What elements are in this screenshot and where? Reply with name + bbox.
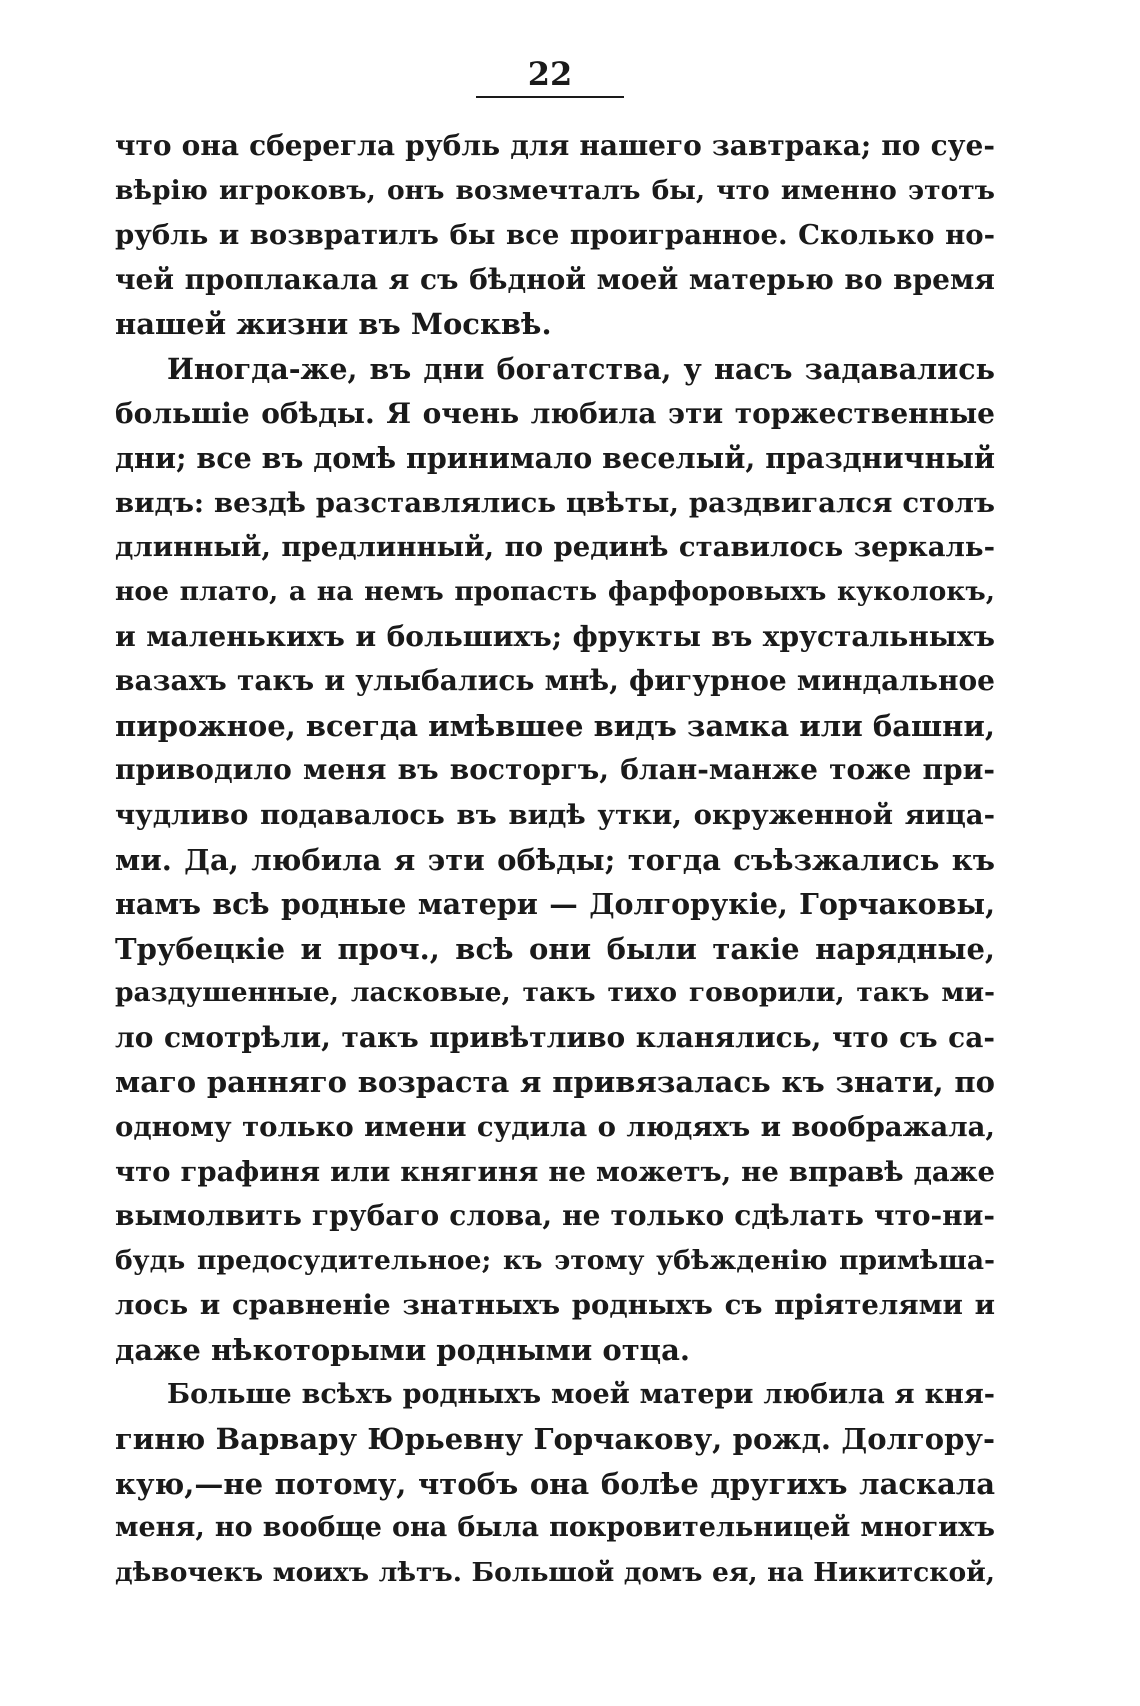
text-line: даже нѣкоторыми родными отца. bbox=[115, 1333, 690, 1368]
text-line: большіе обѣды. Я очень любила эти торжественные bbox=[115, 396, 995, 430]
text-line: Иногда-же, въ дни богатства, у насъ задавались bbox=[167, 351, 995, 386]
text-line: гиню Варвару Юрьевну Горчакову, рожд. Долгору- bbox=[115, 1422, 995, 1457]
text-line: ми. Да, любила я эти обѣды; тогда съѣзжались къ bbox=[115, 842, 995, 877]
text-line: ное плато, а на немъ пропасть фарфоровыхъ куколокъ, bbox=[115, 575, 995, 607]
header-rule bbox=[476, 96, 624, 98]
text-line: рубль и возвратилъ бы все проигранное. Сколько но- bbox=[115, 219, 995, 252]
text-line: чудливо подавалось въ видѣ утки, окруженной яица- bbox=[115, 798, 995, 831]
paragraph bbox=[115, 347, 995, 1373]
text-line: вымолвить грубаго слова, не только сдѣлать что-ни- bbox=[115, 1199, 995, 1233]
text-line: ло смотрѣли, такъ привѣтливо кланялись, что съ са- bbox=[115, 1020, 995, 1054]
text-line: кую,—не потому, чтобъ она болѣе другихъ ласкала bbox=[115, 1466, 995, 1501]
text-line: Больше всѣхъ родныхъ моей матери любила я кня- bbox=[167, 1378, 995, 1410]
text-line: что графиня или княгиня не можетъ, не вправѣ даже bbox=[115, 1155, 995, 1188]
text-line: приводило меня въ восторгъ, блан-манже тоже при- bbox=[115, 753, 995, 787]
text-line: пирожное, всегда имѣвшее видъ замка или башни, bbox=[115, 708, 995, 743]
paragraph bbox=[115, 1373, 995, 1596]
text-line: Трубецкіе и проч., всѣ они были такіе нарядные, bbox=[115, 931, 995, 966]
text-line: одному только имени судила о людяхъ и воображала, bbox=[115, 1111, 995, 1144]
text-line: нашей жизни въ Москвѣ. bbox=[115, 307, 552, 342]
text-line: длинный, предлинный, по рединѣ ставилось зеркаль- bbox=[115, 531, 995, 564]
text-line: меня, но вообще она была покровительницей многихъ bbox=[115, 1512, 995, 1544]
text-line: чей проплакала я съ бѣдной моей матерью во время bbox=[115, 262, 995, 296]
page-number: 22 bbox=[527, 55, 573, 93]
text-line: вазахъ такъ и улыбались мнѣ, фигурное миндальное bbox=[115, 664, 995, 698]
text-line: будь предосудительное; къ этому убѣжденію примѣша- bbox=[115, 1244, 995, 1276]
text-line: маго ранняго возраста я привязалась къ знати, по bbox=[115, 1065, 995, 1100]
text-line: лось и сравненіе знатныхъ родныхъ съ пріятелями и bbox=[115, 1289, 995, 1322]
text-line: видъ: вездѣ разставлялись цвѣты, раздвигался столъ bbox=[115, 486, 995, 519]
body-text bbox=[115, 124, 995, 1596]
text-line: и маленькихъ и большихъ; фрукты въ хрустальныхъ bbox=[115, 619, 995, 653]
text-line: что она сберегла рубль для нашего завтрака; по суе- bbox=[115, 129, 995, 162]
text-line: дни; все въ домѣ принимало веселый, праздничный bbox=[115, 441, 996, 476]
text-line: вѣрію игроковъ, онъ возмечталъ бы, что именно этотъ bbox=[115, 174, 995, 206]
text-line: намъ всѣ родные матери — Долгорукіе, Горчаковы, bbox=[115, 887, 995, 922]
text-line: раздушенные, ласковые, такъ тихо говорили, такъ ми- bbox=[115, 977, 995, 1009]
text-line: дѣвочекъ моихъ лѣтъ. Большой домъ ея, на Никитской, bbox=[115, 1557, 995, 1588]
paragraph bbox=[115, 124, 995, 347]
